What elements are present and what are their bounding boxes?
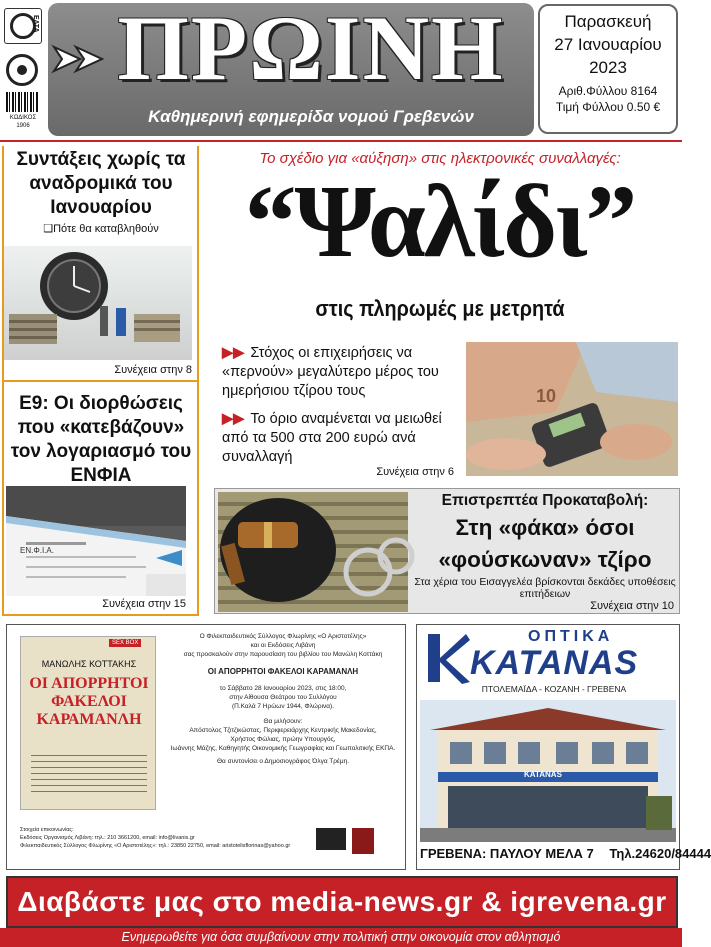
coins-clock-illustration (4, 246, 192, 360)
card-terminal-illustration (466, 342, 678, 476)
issue-info-box (538, 4, 678, 134)
optics-address: ΓΡΕΒΕΝΑ: ΠΑΥΛΟΥ ΜΕΛΑ 7 (420, 846, 594, 861)
footer-tagline: Ενημερωθείτε για όσα συμβαίνουν στην πολιτική στην οικονομία στον αθλητισμό (0, 928, 682, 947)
book-event-where: στην Αίθουσα Θεάτρου του Συλλόγου (229, 694, 337, 701)
book-event-details (164, 632, 402, 766)
story-pensions-bullet: ❑Πότε θα καταβληθούν (43, 223, 159, 235)
tax-form-illustration (6, 486, 186, 596)
bestseller-badge: SEX BOX (109, 639, 141, 647)
book-event-invite: σας προσκαλούν στην παρουσίαση του βιβλίου του Μανώλη Κοττάκη (183, 651, 383, 658)
gavel-photo (218, 492, 408, 612)
book-event-speaker-3: Ιωάννης Μάζης, Καθηγητής Οικονομικής Γεωγραφίας και Γεωπολιτικής ΕΚΠΑ. (170, 745, 396, 752)
contact-1: Εκδόσεις Οργανισμός Λιβάνη: τηλ.: 210 3661200, email: info@livanis.gr (20, 835, 195, 841)
issue-price: Τιμή Φύλλου 0.50 € (555, 100, 661, 114)
book-event-org2: και οι Εκδόσεις Λιβάνη (250, 642, 316, 649)
refund-story-headline: Στη «φάκα» όσοι «φούσκωναν» τζίρο (438, 515, 652, 572)
story-enfia-title: Ε9: Οι διορθώσεις που «κατεβάζουν» τον λογαριασμό του ΕΝΦΙΑ (10, 393, 192, 486)
book-event-speaker-1: Απόστολος Τζιτζικώστας, Περιφερειάρχης Κεντρικής Μακεδονίας, (189, 727, 377, 734)
optics-brand: KATANAS (470, 644, 639, 682)
issue-year: 2023 (589, 58, 627, 77)
promo-banner[interactable]: Διαβάστε μας στο media-news.gr & igrevena.gr (6, 876, 678, 928)
main-story-more: Συνέχεια στην 6 (376, 466, 454, 478)
left-col-divider (2, 380, 199, 382)
main-story-kicker: Το σχέδιο για «αύξηση» στις ηλεκτρονικές συναλλαγές: (259, 150, 621, 167)
optics-store-photo (420, 700, 676, 842)
refund-story-summary: Στα χέρια του Εισαγγελέα βρίσκονται δεκάδες υποθέσεις επιτήδειων (414, 576, 676, 600)
issue-date: 27 Ιανουαρίου (554, 35, 662, 54)
main-story-bullet-1: ▶▶ Στόχος οι επιχειρήσεις να «περνούν» μεγαλύτερο μέρος του ημερήσιου τζίρου τους (222, 345, 439, 399)
masthead-rule (0, 140, 682, 142)
book-author: ΜΑΝΩΛΗΣ ΚΟΤΤΑΚΗΣ (41, 659, 137, 669)
card-payment-photo (466, 342, 678, 476)
masthead-banner (48, 0, 534, 136)
book-cover-title: ΟΙ ΑΠΟΡΡΗΤΟΙ ΦΑΚΕΛΟΙ ΚΑΡΑΜΑΝΛΗ (29, 675, 149, 728)
book-event-title: ΟΙ ΑΠΟΡΡΗΤΟΙ ΦΑΚΕΛΟΙ ΚΑΡΑΜΑΝΛΗ (207, 667, 359, 676)
optics-phone: Τηλ.24620/84444 (609, 846, 711, 861)
barcode (6, 92, 38, 112)
book-event-org1: Ο Φιλεκπαιδευτικός Σύλλογος Φλωρίνης «Ο Αριστοτέλης» (199, 633, 367, 640)
pensions-photo (4, 246, 192, 360)
book-cover-blurb (31, 755, 147, 795)
newspaper-subtitle: Καθημερινή εφημερίδα νομού Γρεβενών (148, 107, 474, 126)
book-event-coordinator: Θα συντονίσει ο Δημοσιογράφος Όλγα Τρέμη. (216, 758, 349, 765)
bullet-marker-icon: ▶▶ (222, 345, 245, 361)
main-story-bullet-2: ▶▶ Το όριο αναμένεται να μειωθεί από τα 500 στα 200 ευρώ ανά συναλλαγή (222, 411, 442, 465)
newspaper-title: ΠΡΩΙΝΗ (117, 0, 505, 99)
enfia-form-label: ΕΝ.Φ.Ι.Α. (20, 546, 54, 555)
optics-locations: ΠΤΟΛΕΜΑΪΔΑ - ΚΟΖΑΝΗ - ΓΡΕΒΕΝΑ (481, 684, 627, 694)
optics-address-line (420, 846, 711, 861)
issue-day: Παρασκευή (564, 12, 652, 31)
left-logos-strip (0, 0, 46, 138)
gavel-handcuffs-illustration (218, 492, 408, 612)
svg-text:10: 10 (536, 386, 557, 406)
enfia-photo (6, 486, 186, 596)
book-event-when: το Σάββατο 28 Ιανουαρίου 2023, στις 18:00, (219, 685, 347, 692)
main-story-subhead: στις πληρωμές με μετρητά (315, 296, 565, 321)
story-enfia-more: Συνέχεια στην 15 (102, 598, 186, 610)
story-pensions (6, 148, 196, 235)
code-label: ΚΩΔΙΚΟΣ 1906 (9, 115, 37, 129)
story-pensions-title: Συντάξεις χωρίς τα αναδρομικά του Ιανουαρίου (16, 149, 186, 218)
book-event-address: (Π.Καλά 7 Ηρώων 1944, Φλώρινα). (231, 703, 335, 710)
publisher-logo (316, 828, 346, 850)
optics-brand-top: ΟΠΤΙΚΑ (528, 628, 614, 645)
contact-2: Φιλεκπαιδευτικός Σύλλογος Φλωρίνης «Ο Αριστοτέλης»: τηλ.: 23850 22750, email: aristotelisflorinas@yahoo.gr (20, 843, 291, 849)
bullet-marker-icon: ▶▶ (222, 411, 245, 427)
left-col-bottom-rule (2, 614, 199, 616)
book-event-contacts (20, 826, 310, 850)
elta-logo: ΕΛΤΑ (4, 8, 42, 44)
story-enfia (6, 392, 196, 488)
book-cover (20, 636, 156, 810)
issue-number: Αριθ.Φύλλου 8164 (558, 84, 658, 98)
contact-label: Στοιχεία επικοινωνίας: (20, 827, 74, 833)
book-event-speakers-label: Θα μιλήσουν: (263, 718, 303, 725)
society-logo (352, 828, 374, 854)
refund-story-more: Συνέχεια στην 10 (590, 600, 674, 612)
publisher-seal-icon (6, 54, 38, 86)
optics-k-logo-icon (426, 630, 470, 686)
story-pensions-more: Συνέχεια στην 8 (114, 364, 192, 376)
store-sign: KATANAS (524, 770, 562, 779)
main-story-headline: “Ψαλίδι” (244, 164, 636, 279)
refund-story-kicker: Επιστρεπτέα Προκαταβολή: (441, 492, 649, 509)
book-event-speaker-2: Χρήστος Φώλιας, πρώην Υπουργός, (230, 736, 336, 743)
